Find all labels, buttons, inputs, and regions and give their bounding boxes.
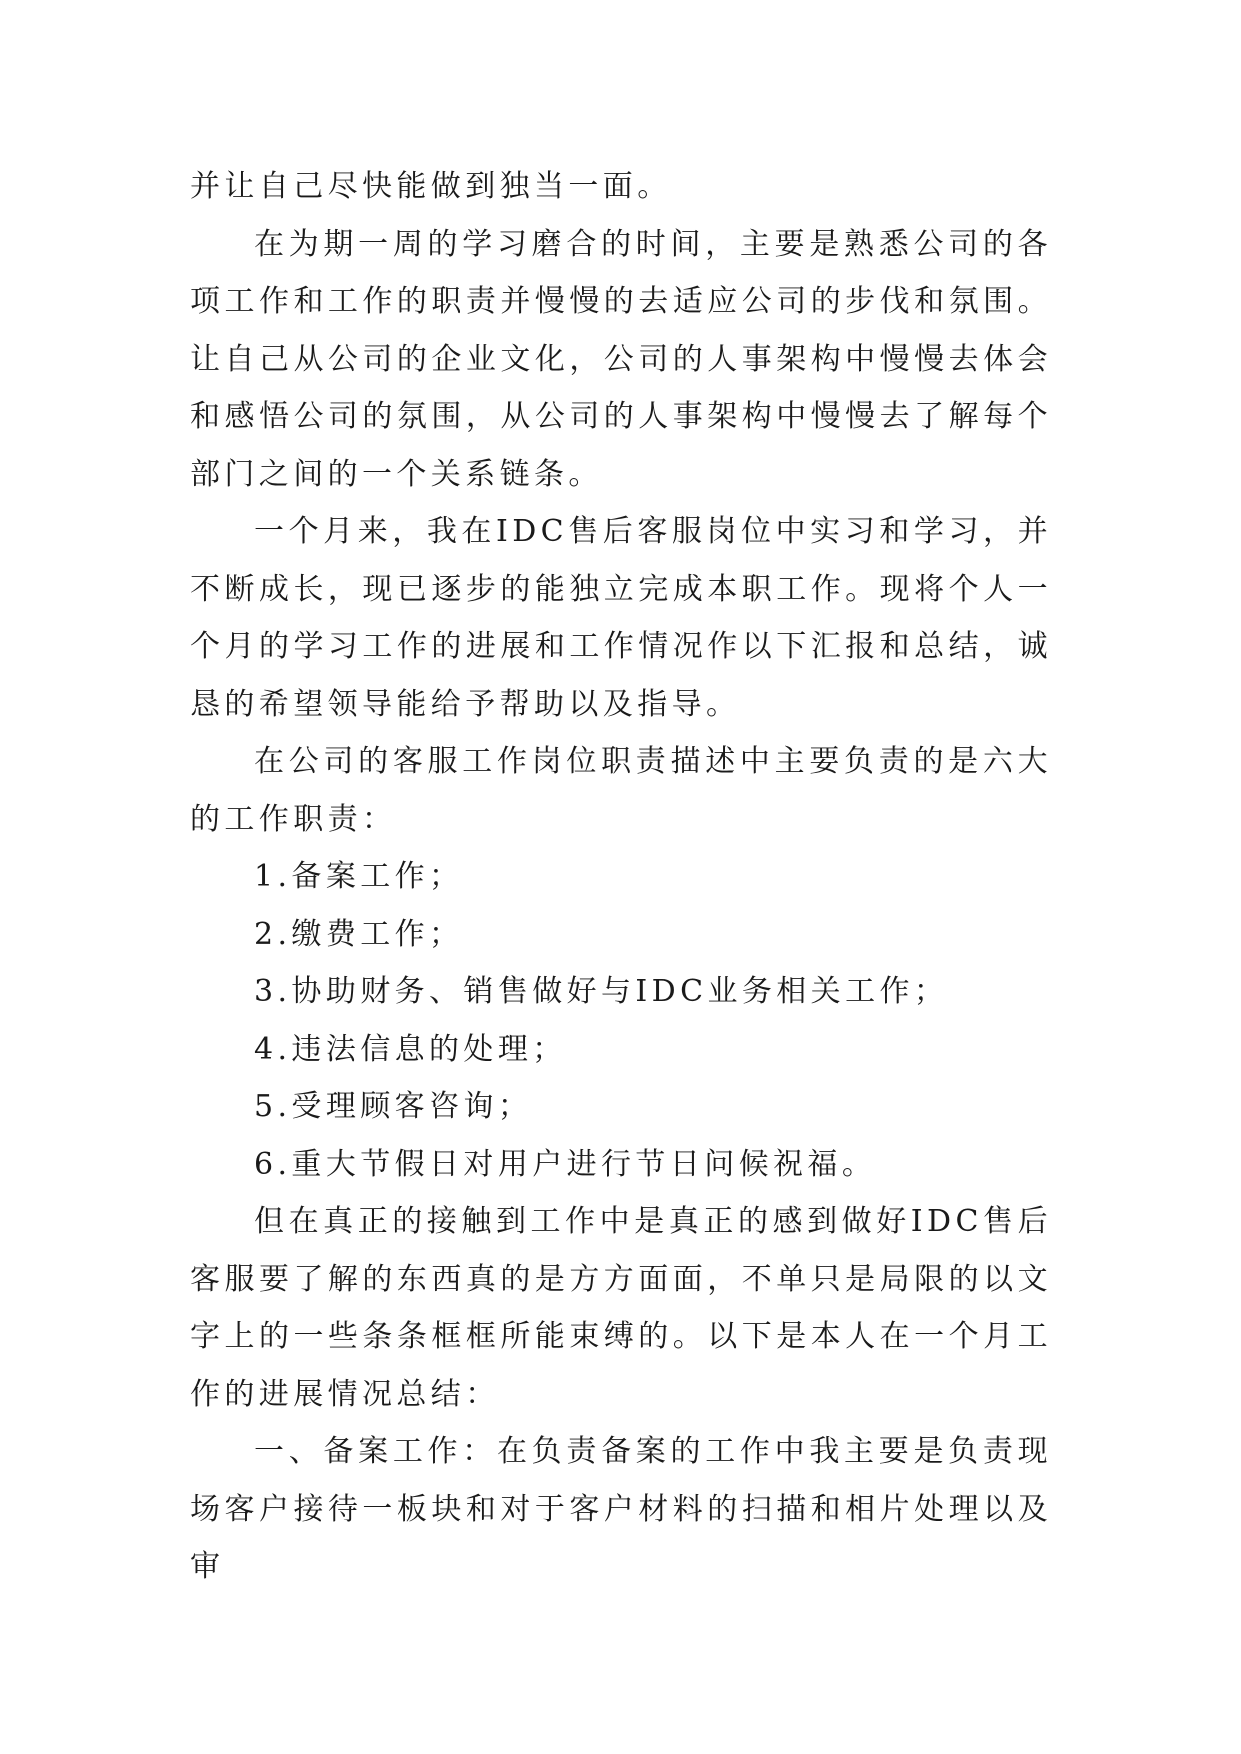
duty-list-item: 3.协助财务、销售做好与IDC业务相关工作； [254, 974, 949, 1009]
paragraph-duties-intro: 在公司的客服工作岗位职责描述中主要负责的是六大的工作职责： [190, 744, 1052, 837]
paragraph-reflection: 但在真正的接触到工作中是真正的感到做好IDC售后客服要了解的东西真的是方方面面，不单只是局限的以文字上的一些条条框框所能束缚的。以下是本人在一个月工作的进展情况总结： [190, 1204, 1052, 1412]
duty-list-item: 5.受理顾客咨询； [254, 1089, 533, 1124]
paragraph-monthly-summary: 一个月来，我在IDC售后客服岗位中实习和学习，并不断成长，现已逐步的能独立完成本职工作。现将个人一个月的学习工作的进展和工作情况作以下汇报和总结，诚恳的希望领导能给予帮助以及指导。 [190, 514, 1052, 722]
duty-list-item: 2.缴费工作； [254, 916, 464, 952]
paragraph-continuation: 并让自己尽快能做到独当一面。 [190, 169, 672, 204]
duty-list-item: 6.重大节假日对用户进行节日问候祝福。 [254, 1146, 877, 1182]
paragraph-orientation: 在为期一周的学习磨合的时间，主要是熟悉公司的各项工作和工作的职责并慢慢的去适应公司的步伐和氛围。让自己从公司的企业文化，公司的人事架构中慢慢去体会和感悟公司的氛围，从公司的人事架构中慢慢去了解每个部门之间的一个关系链条。 [190, 226, 1052, 492]
paragraph-filing-work: 一、备案工作：在负责备案的工作中我主要是负责现场客户接待一板块和对于客户材料的扫描和相片处理以及审 [190, 1434, 1052, 1584]
duty-list-item: 4.违法信息的处理； [254, 1031, 567, 1067]
duty-list-item: 1.备案工作； [254, 859, 464, 894]
document-body [190, 158, 1052, 1596]
